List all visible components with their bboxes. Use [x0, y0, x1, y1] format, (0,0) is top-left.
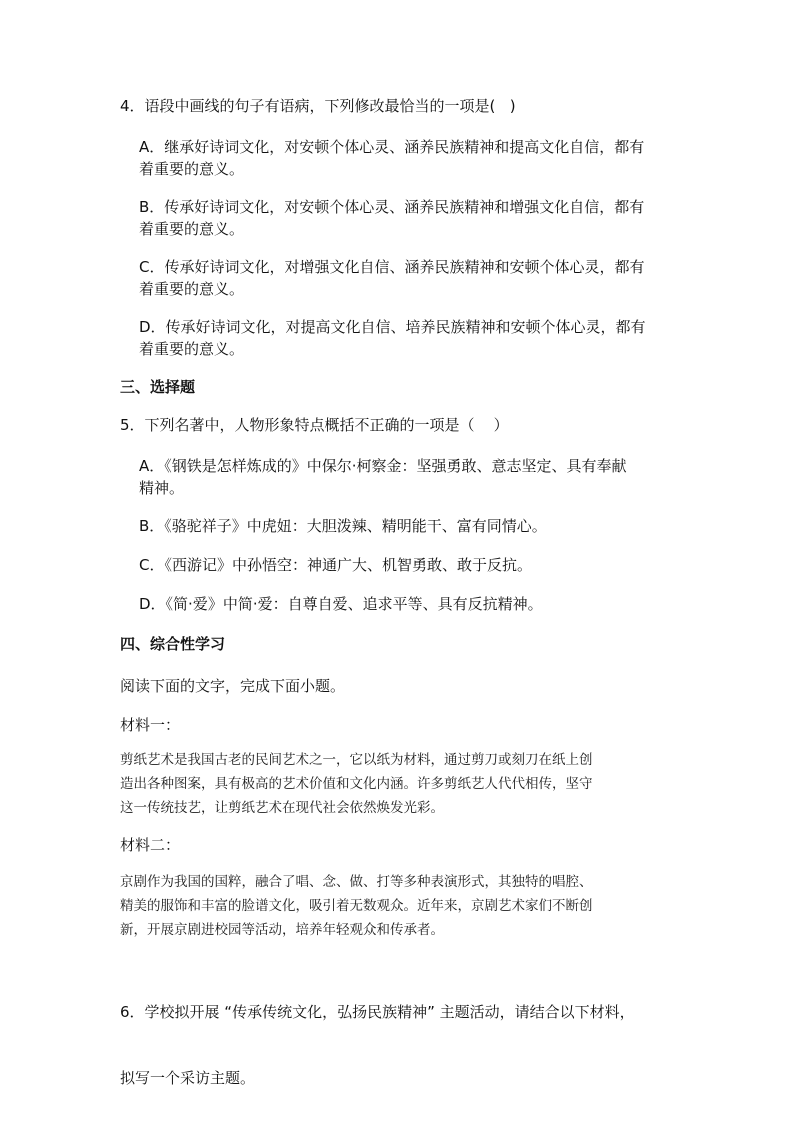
option-a-line-2: 精神。 [139, 479, 185, 497]
section-4-heading: 四、综合性学习 [120, 635, 226, 653]
question-5-option-d[interactable] [139, 593, 684, 615]
option-c-line-1: C．传承好诗词文化，对增强文化自信、涵养民族精神和安顿个体心灵，都有 [139, 258, 645, 276]
option-d-line-1: D．《简·爱》中简·爱：自尊自爱、追求平等、具有反抗精神。 [139, 595, 543, 613]
material-2-line: 精美的服饰和丰富的脸谱文化，吸引着无数观众。近年来，京剧艺术家们不断创 [120, 898, 593, 914]
option-a-line-1: A．继承好诗词文化，对安顿个体心灵、涵养民族精神和提高文化自信，都有 [139, 138, 645, 156]
material-1-line: 这一传统技艺，让剪纸艺术在现代社会依然焕发光彩。 [120, 800, 444, 816]
option-b-line-1: B．《骆驼祥子》中虎妞：大胆泼辣、精明能干、富有同情心。 [139, 517, 547, 535]
material-2-line: 新，开展京剧进校园等活动，培养年轻观众和传承者。 [120, 922, 444, 938]
material-1-line: 造出各种图案，具有极高的艺术价值和文化内涵。许多剪纸艺人代代相传，坚守 [120, 776, 593, 792]
material-1-body [120, 748, 680, 820]
reading-instruction: 阅读下面的文字，完成下面小题。 [120, 677, 346, 695]
question-4-option-a[interactable] [139, 136, 684, 180]
option-b-line-1: B．传承好诗词文化，对安顿个体心灵、涵养民族精神和增强文化自信，都有 [139, 198, 645, 216]
question-5-option-b[interactable] [139, 515, 684, 537]
material-1-line: 剪纸艺术是我国古老的民间艺术之一，它以纸为材料，通过剪刀或刻刀在纸上创 [120, 752, 593, 768]
question-5-option-c[interactable] [139, 554, 684, 576]
option-a-line-1: A．《钢铁是怎样炼成的》中保尔·柯察金：坚强勇敢、意志坚定、具有奉献 [139, 457, 627, 475]
question-4-stem: 4．语段中画线的句子有语病，下列修改最恰当的一项是( ) [120, 97, 516, 115]
option-c-line-1: C．《西游记》中孙悟空：神通广大、机智勇敢、敢于反抗。 [139, 556, 532, 574]
material-2-label: 材料二： [120, 836, 181, 854]
material-1-label: 材料一： [120, 716, 181, 734]
option-d-line-1: D．传承好诗词文化，对提高文化自信、培养民族精神和安顿个体心灵，都有 [139, 318, 646, 336]
question-6-line-1: 6．学校拟开展 “传承传统文化，弘扬民族精神” 主题活动，请结合以下材料， [120, 1003, 635, 1021]
question-6 [120, 957, 680, 1133]
option-d-line-2: 着重要的意义。 [139, 340, 245, 358]
question-4-option-b[interactable] [139, 196, 684, 240]
question-4-option-d[interactable] [139, 316, 684, 360]
material-2-body [120, 870, 680, 942]
option-b-line-2: 着重要的意义。 [139, 220, 245, 238]
section-3-heading: 三、选择题 [120, 378, 196, 396]
option-c-line-2: 着重要的意义。 [139, 280, 245, 298]
question-5-option-a[interactable] [139, 455, 684, 499]
material-2-line: 京剧作为我国的国粹，融合了唱、念、做、打等多种表演形式，其独特的唱腔、 [120, 874, 593, 890]
option-a-line-2: 着重要的意义。 [139, 160, 245, 178]
question-4-option-c[interactable] [139, 256, 684, 300]
question-5-stem: 5．下列名著中，人物形象特点概括不正确的一项是（ ） [120, 416, 509, 434]
question-6-line-2: 拟写一个采访主题。 [120, 1069, 256, 1087]
